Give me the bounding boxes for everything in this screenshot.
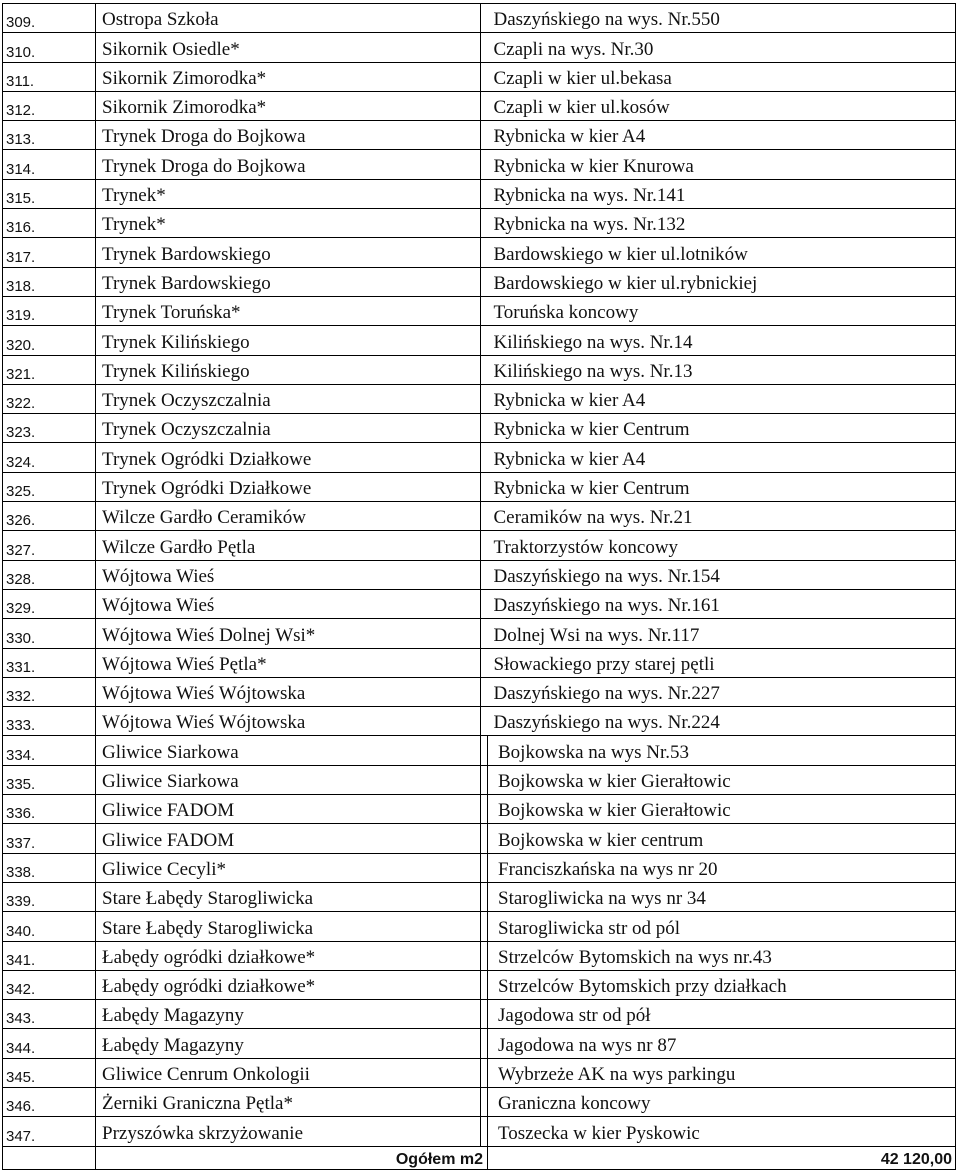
stop-location: Graniczna koncowy xyxy=(488,1087,956,1116)
stop-location: Starogliwicka str od pól xyxy=(488,912,956,941)
stop-name: Trynek Ogródki Działkowe xyxy=(96,443,481,472)
row-number: 321. xyxy=(3,355,96,384)
table-row xyxy=(3,882,956,911)
row-number: 322. xyxy=(3,384,96,413)
stop-name: Wójtowa Wieś xyxy=(96,560,481,589)
table-body xyxy=(3,4,956,1170)
spacer-cell xyxy=(481,91,488,120)
table-row xyxy=(3,296,956,325)
stop-name: Trynek* xyxy=(96,209,481,238)
total-blank-cell xyxy=(3,1146,96,1169)
stop-location: Wybrzeże AK na wys parkingu xyxy=(488,1058,956,1087)
stop-location: Bojkowska na wys Nr.53 xyxy=(488,736,956,765)
table-row xyxy=(3,1087,956,1116)
row-number: 333. xyxy=(3,707,96,736)
row-number: 325. xyxy=(3,472,96,501)
spacer-cell xyxy=(481,150,488,179)
row-number: 311. xyxy=(3,62,96,91)
table-row xyxy=(3,1117,956,1146)
row-number: 343. xyxy=(3,1000,96,1029)
spacer-cell xyxy=(481,62,488,91)
spacer-cell xyxy=(481,1029,488,1058)
spacer-cell xyxy=(481,560,488,589)
row-number: 336. xyxy=(3,795,96,824)
row-number: 317. xyxy=(3,238,96,267)
stop-name: Przyszówka skrzyżowanie xyxy=(96,1117,481,1146)
row-number: 334. xyxy=(3,736,96,765)
stop-name: Wójtowa Wieś xyxy=(96,589,481,618)
table-row xyxy=(3,736,956,765)
stop-name: Wójtowa Wieś Wójtowska xyxy=(96,707,481,736)
stop-name: Gliwice FADOM xyxy=(96,795,481,824)
spacer-cell xyxy=(481,941,488,970)
stop-location: Daszyńskiego na wys. Nr.154 xyxy=(488,560,956,589)
row-number: 345. xyxy=(3,1058,96,1087)
row-number: 332. xyxy=(3,677,96,706)
stop-name: Trynek Oczyszczalnia xyxy=(96,414,481,443)
table-row xyxy=(3,619,956,648)
stop-name: Łabędy Magazyny xyxy=(96,1000,481,1029)
spacer-cell xyxy=(481,912,488,941)
stop-location: Bojkowska w kier centrum xyxy=(488,824,956,853)
stop-name: Trynek Droga do Bojkowa xyxy=(96,121,481,150)
spacer-cell xyxy=(481,824,488,853)
stop-name: Stare Łabędy Starogliwicka xyxy=(96,882,481,911)
stop-name: Wójtowa Wieś Dolnej Wsi* xyxy=(96,619,481,648)
row-number: 324. xyxy=(3,443,96,472)
stop-location: Bardowskiego w kier ul.lotników xyxy=(488,238,956,267)
table-row xyxy=(3,443,956,472)
stop-name: Łabędy ogródki działkowe* xyxy=(96,970,481,999)
spacer-cell xyxy=(481,1117,488,1146)
table-row xyxy=(3,326,956,355)
stop-location: Bojkowska w kier Gierałtowic xyxy=(488,765,956,794)
table-row xyxy=(3,238,956,267)
stop-name: Trynek Kilińskiego xyxy=(96,326,481,355)
total-label: Ogółem m2 xyxy=(96,1146,488,1169)
spacer-cell xyxy=(481,619,488,648)
stop-location: Czapli na wys. Nr.30 xyxy=(488,33,956,62)
row-number: 310. xyxy=(3,33,96,62)
row-number: 316. xyxy=(3,209,96,238)
stop-location: Czapli w kier ul.bekasa xyxy=(488,62,956,91)
spacer-cell xyxy=(481,970,488,999)
table-row xyxy=(3,970,956,999)
spacer-cell xyxy=(481,267,488,296)
spacer-cell xyxy=(481,1058,488,1087)
spacer-cell xyxy=(481,355,488,384)
spacer-cell xyxy=(481,589,488,618)
stop-location: Jagodowa str od pół xyxy=(488,1000,956,1029)
row-number: 319. xyxy=(3,296,96,325)
table-row xyxy=(3,502,956,531)
table-row xyxy=(3,33,956,62)
row-number: 344. xyxy=(3,1029,96,1058)
stop-name: Gliwice Siarkowa xyxy=(96,736,481,765)
table-row xyxy=(3,648,956,677)
row-number: 338. xyxy=(3,853,96,882)
stop-name: Gliwice FADOM xyxy=(96,824,481,853)
stop-name: Ostropa Szkoła xyxy=(96,4,481,33)
table-row xyxy=(3,795,956,824)
stop-name: Trynek Bardowskiego xyxy=(96,238,481,267)
stop-location: Daszyńskiego na wys. Nr.224 xyxy=(488,707,956,736)
spacer-cell xyxy=(481,209,488,238)
row-number: 326. xyxy=(3,502,96,531)
stop-name: Trynek Ogródki Działkowe xyxy=(96,472,481,501)
stop-location: Ceramików na wys. Nr.21 xyxy=(488,502,956,531)
stop-location: Rybnicka na wys. Nr.132 xyxy=(488,209,956,238)
stop-location: Rybnicka w kier A4 xyxy=(488,384,956,413)
stop-name: Trynek* xyxy=(96,179,481,208)
stop-location: Toruńska koncowy xyxy=(488,296,956,325)
stop-name: Trynek Toruńska* xyxy=(96,296,481,325)
row-number: 327. xyxy=(3,531,96,560)
spacer-cell xyxy=(481,296,488,325)
row-number: 312. xyxy=(3,91,96,120)
row-number: 346. xyxy=(3,1087,96,1116)
row-number: 313. xyxy=(3,121,96,150)
spacer-cell xyxy=(481,502,488,531)
table-row xyxy=(3,1058,956,1087)
stop-location: Jagodowa na wys nr 87 xyxy=(488,1029,956,1058)
table-row xyxy=(3,677,956,706)
row-number: 320. xyxy=(3,326,96,355)
row-number: 314. xyxy=(3,150,96,179)
table-row xyxy=(3,1029,956,1058)
stop-location: Daszyńskiego na wys. Nr.227 xyxy=(488,677,956,706)
stop-location: Rybnicka w kier A4 xyxy=(488,443,956,472)
spacer-cell xyxy=(481,472,488,501)
table-row xyxy=(3,765,956,794)
spacer-cell xyxy=(481,179,488,208)
table-row xyxy=(3,62,956,91)
stop-location: Bardowskiego w kier ul.rybnickiej xyxy=(488,267,956,296)
stop-name: Sikornik Osiedle* xyxy=(96,33,481,62)
table-row xyxy=(3,179,956,208)
stop-name: Trynek Kilińskiego xyxy=(96,355,481,384)
table-row xyxy=(3,355,956,384)
row-number: 347. xyxy=(3,1117,96,1146)
table-row xyxy=(3,941,956,970)
stop-name: Wilcze Gardło Ceramików xyxy=(96,502,481,531)
row-number: 331. xyxy=(3,648,96,677)
table-row xyxy=(3,4,956,33)
stop-location: Toszecka w kier Pyskowic xyxy=(488,1117,956,1146)
stop-name: Trynek Oczyszczalnia xyxy=(96,384,481,413)
stop-location: Dolnej Wsi na wys. Nr.117 xyxy=(488,619,956,648)
table-row xyxy=(3,560,956,589)
stop-name: Gliwice Cenrum Onkologii xyxy=(96,1058,481,1087)
total-value: 42 120,00 xyxy=(488,1146,956,1169)
stop-name: Łabędy Magazyny xyxy=(96,1029,481,1058)
total-row xyxy=(3,1146,956,1169)
table-row xyxy=(3,121,956,150)
stop-location: Strzelców Bytomskich przy działkach xyxy=(488,970,956,999)
stop-name: Sikornik Zimorodka* xyxy=(96,62,481,91)
stop-name: Trynek Bardowskiego xyxy=(96,267,481,296)
table-row xyxy=(3,824,956,853)
spacer-cell xyxy=(481,677,488,706)
stop-location: Rybnicka w kier A4 xyxy=(488,121,956,150)
stop-name: Trynek Droga do Bojkowa xyxy=(96,150,481,179)
stop-location: Słowackiego przy starej pętli xyxy=(488,648,956,677)
spacer-cell xyxy=(481,326,488,355)
table-row xyxy=(3,209,956,238)
spacer-cell xyxy=(481,795,488,824)
table-row xyxy=(3,912,956,941)
spacer-cell xyxy=(481,33,488,62)
row-number: 335. xyxy=(3,765,96,794)
stop-location: Strzelców Bytomskich na wys nr.43 xyxy=(488,941,956,970)
stop-location: Starogliwicka na wys nr 34 xyxy=(488,882,956,911)
spacer-cell xyxy=(481,414,488,443)
stop-location: Rybnicka w kier Centrum xyxy=(488,414,956,443)
row-number: 341. xyxy=(3,941,96,970)
spacer-cell xyxy=(481,648,488,677)
table-row xyxy=(3,472,956,501)
row-number: 315. xyxy=(3,179,96,208)
stop-name: Wójtowa Wieś Pętla* xyxy=(96,648,481,677)
stop-location: Daszyńskiego na wys. Nr.550 xyxy=(488,4,956,33)
stop-name: Stare Łabędy Starogliwicka xyxy=(96,912,481,941)
row-number: 340. xyxy=(3,912,96,941)
stop-location: Kilińskiego na wys. Nr.14 xyxy=(488,326,956,355)
spacer-cell xyxy=(481,238,488,267)
row-number: 309. xyxy=(3,4,96,33)
stop-location: Traktorzystów koncowy xyxy=(488,531,956,560)
stop-name: Wilcze Gardło Pętla xyxy=(96,531,481,560)
spacer-cell xyxy=(481,736,488,765)
table-row xyxy=(3,91,956,120)
stop-name: Wójtowa Wieś Wójtowska xyxy=(96,677,481,706)
stops-table xyxy=(2,3,956,1170)
spacer-cell xyxy=(481,531,488,560)
row-number: 342. xyxy=(3,970,96,999)
table-row xyxy=(3,267,956,296)
row-number: 339. xyxy=(3,882,96,911)
table-row xyxy=(3,589,956,618)
stop-location: Rybnicka w kier Knurowa xyxy=(488,150,956,179)
row-number: 328. xyxy=(3,560,96,589)
table-row xyxy=(3,707,956,736)
row-number: 330. xyxy=(3,619,96,648)
row-number: 318. xyxy=(3,267,96,296)
table-row xyxy=(3,384,956,413)
stop-location: Czapli w kier ul.kosów xyxy=(488,91,956,120)
table-row xyxy=(3,853,956,882)
spacer-cell xyxy=(481,443,488,472)
row-number: 337. xyxy=(3,824,96,853)
stop-location: Rybnicka w kier Centrum xyxy=(488,472,956,501)
stop-location: Rybnicka na wys. Nr.141 xyxy=(488,179,956,208)
spacer-cell xyxy=(481,1000,488,1029)
stop-location: Franciszkańska na wys nr 20 xyxy=(488,853,956,882)
stop-name: Łabędy ogródki działkowe* xyxy=(96,941,481,970)
stop-location: Kilińskiego na wys. Nr.13 xyxy=(488,355,956,384)
stop-name: Gliwice Cecyli* xyxy=(96,853,481,882)
spacer-cell xyxy=(481,765,488,794)
spacer-cell xyxy=(481,121,488,150)
stop-location: Daszyńskiego na wys. Nr.161 xyxy=(488,589,956,618)
spacer-cell xyxy=(481,4,488,33)
row-number: 329. xyxy=(3,589,96,618)
table-row xyxy=(3,414,956,443)
row-number: 323. xyxy=(3,414,96,443)
stop-name: Żerniki Graniczna Pętla* xyxy=(96,1087,481,1116)
spacer-cell xyxy=(481,1087,488,1116)
table-row xyxy=(3,150,956,179)
stop-name: Gliwice Siarkowa xyxy=(96,765,481,794)
spacer-cell xyxy=(481,384,488,413)
stop-name: Sikornik Zimorodka* xyxy=(96,91,481,120)
spacer-cell xyxy=(481,882,488,911)
stop-location: Bojkowska w kier Gierałtowic xyxy=(488,795,956,824)
spacer-cell xyxy=(481,853,488,882)
spacer-cell xyxy=(481,707,488,736)
table-row xyxy=(3,531,956,560)
table-row xyxy=(3,1000,956,1029)
